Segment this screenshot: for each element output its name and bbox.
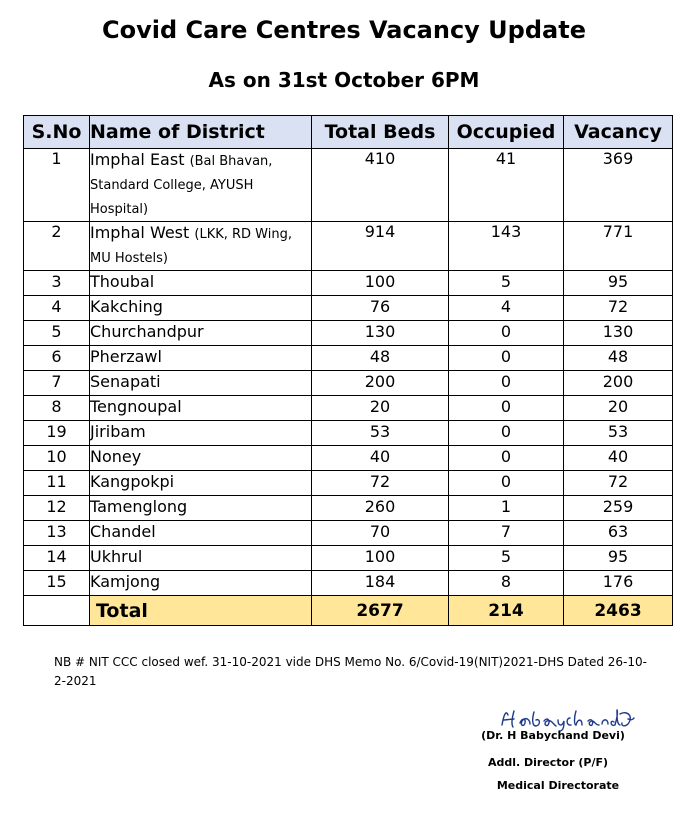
row-occupied: 0	[449, 346, 564, 371]
row-vacancy: 48	[564, 346, 673, 371]
column-header-occupied: Occupied	[449, 116, 564, 149]
row-vacancy: 771	[564, 222, 673, 271]
row-district	[90, 371, 312, 396]
row-total-beds: 100	[312, 271, 449, 296]
row-vacancy: 72	[564, 471, 673, 496]
district-name: Noney	[90, 447, 142, 466]
row-total-beds: 200	[312, 371, 449, 396]
table-row	[24, 421, 673, 446]
row-district	[90, 471, 312, 496]
row-sno: 10	[24, 446, 90, 471]
row-district	[90, 446, 312, 471]
district-name: Chandel	[90, 522, 156, 541]
total-beds-sum: 2677	[312, 596, 449, 626]
row-occupied: 0	[449, 446, 564, 471]
row-sno: 19	[24, 421, 90, 446]
row-total-beds: 70	[312, 521, 449, 546]
table-row	[24, 346, 673, 371]
row-sno: 15	[24, 571, 90, 596]
row-sno: 5	[24, 321, 90, 346]
row-total-beds: 53	[312, 421, 449, 446]
total-occupied-sum: 214	[449, 596, 564, 626]
row-district	[90, 421, 312, 446]
total-vacancy-sum: 2463	[564, 596, 673, 626]
table-header-row	[24, 116, 673, 149]
district-name: Kangpokpi	[90, 472, 175, 491]
row-vacancy: 369	[564, 149, 673, 222]
row-vacancy: 176	[564, 571, 673, 596]
row-vacancy: 259	[564, 496, 673, 521]
row-sno: 7	[24, 371, 90, 396]
row-total-beds: 914	[312, 222, 449, 271]
row-occupied: 0	[449, 471, 564, 496]
district-name: Imphal West	[90, 223, 190, 242]
column-header-total-beds: Total Beds	[312, 116, 449, 149]
row-total-beds: 410	[312, 149, 449, 222]
signatory-name: (Dr. H Babychand Devi)	[481, 729, 625, 742]
total-label: Total	[90, 596, 312, 626]
signature-block	[478, 706, 643, 798]
row-occupied: 7	[449, 521, 564, 546]
table-row	[24, 296, 673, 321]
row-sno: 8	[24, 396, 90, 421]
total-row	[24, 596, 673, 626]
row-total-beds: 130	[312, 321, 449, 346]
row-vacancy: 95	[564, 271, 673, 296]
district-name: Ukhrul	[90, 547, 143, 566]
row-sno: 12	[24, 496, 90, 521]
district-name: Tamenglong	[90, 497, 188, 516]
district-centres: (LKK, RD Wing, MU Hostels)	[90, 227, 292, 266]
row-occupied: 0	[449, 396, 564, 421]
row-district	[90, 546, 312, 571]
district-name: Tengnoupal	[90, 397, 182, 416]
table-row	[24, 371, 673, 396]
table-row	[24, 446, 673, 471]
table-row	[24, 496, 673, 521]
column-header-district: Name of District	[90, 116, 312, 149]
row-district	[90, 321, 312, 346]
district-centres: (Bal Bhavan, Standard College, AYUSH Hospital)	[90, 154, 273, 217]
row-total-beds: 48	[312, 346, 449, 371]
district-name: Thoubal	[90, 272, 155, 291]
row-vacancy: 200	[564, 371, 673, 396]
row-total-beds: 72	[312, 471, 449, 496]
signatory-designation: Addl. Director (P/F)	[487, 756, 609, 769]
table-row	[24, 571, 673, 596]
row-occupied: 41	[449, 149, 564, 222]
row-district	[90, 296, 312, 321]
row-sno: 1	[24, 149, 90, 222]
row-vacancy: 63	[564, 521, 673, 546]
row-vacancy: 20	[564, 396, 673, 421]
row-sno: 2	[24, 222, 90, 271]
table-row	[24, 321, 673, 346]
row-total-beds: 20	[312, 396, 449, 421]
district-name: Churchandpur	[90, 322, 204, 341]
row-total-beds: 184	[312, 571, 449, 596]
total-blank-cell	[24, 596, 90, 626]
row-occupied: 143	[449, 222, 564, 271]
row-total-beds: 40	[312, 446, 449, 471]
row-sno: 11	[24, 471, 90, 496]
row-sno: 3	[24, 271, 90, 296]
row-total-beds: 100	[312, 546, 449, 571]
column-header-sno: S.No	[24, 116, 90, 149]
row-occupied: 4	[449, 296, 564, 321]
row-vacancy: 72	[564, 296, 673, 321]
district-name: Kakching	[90, 297, 163, 316]
row-occupied: 0	[449, 421, 564, 446]
row-sno: 6	[24, 346, 90, 371]
row-sno: 14	[24, 546, 90, 571]
row-total-beds: 260	[312, 496, 449, 521]
table-row	[24, 521, 673, 546]
row-occupied: 8	[449, 571, 564, 596]
row-total-beds: 76	[312, 296, 449, 321]
row-district	[90, 222, 312, 271]
district-name: Jiribam	[90, 422, 146, 441]
row-district	[90, 496, 312, 521]
page-title: Covid Care Centres Vacancy Update	[102, 16, 586, 44]
row-vacancy: 95	[564, 546, 673, 571]
row-vacancy: 53	[564, 421, 673, 446]
row-district	[90, 149, 312, 222]
district-name: Kamjong	[90, 572, 161, 591]
row-occupied: 1	[449, 496, 564, 521]
signatory-office: Medical Directorate	[496, 779, 620, 792]
row-district	[90, 271, 312, 296]
row-sno: 4	[24, 296, 90, 321]
column-header-vacancy: Vacancy	[564, 116, 673, 149]
row-occupied: 0	[449, 321, 564, 346]
row-vacancy: 40	[564, 446, 673, 471]
district-name: Pherzawl	[90, 347, 162, 366]
footnote: NB # NIT CCC closed wef. 31-10-2021 vide DHS Memo No. 6/Covid-19(NIT)2021-DHS Dated 26-10-2-2021	[54, 655, 647, 688]
row-district	[90, 346, 312, 371]
row-occupied: 5	[449, 271, 564, 296]
row-district	[90, 571, 312, 596]
row-occupied: 0	[449, 371, 564, 396]
table-body	[24, 149, 673, 626]
row-sno: 13	[24, 521, 90, 546]
row-district	[90, 521, 312, 546]
table-row	[24, 546, 673, 571]
table-row	[24, 396, 673, 421]
table-row	[24, 471, 673, 496]
table-row	[24, 222, 673, 271]
page-subtitle: As on 31st October 6PM	[208, 68, 480, 92]
table-row	[24, 149, 673, 222]
row-vacancy: 130	[564, 321, 673, 346]
table-row	[24, 271, 673, 296]
row-occupied: 5	[449, 546, 564, 571]
row-district	[90, 396, 312, 421]
district-name: Senapati	[90, 372, 161, 391]
vacancy-table	[23, 115, 673, 626]
district-name: Imphal East	[90, 150, 185, 169]
